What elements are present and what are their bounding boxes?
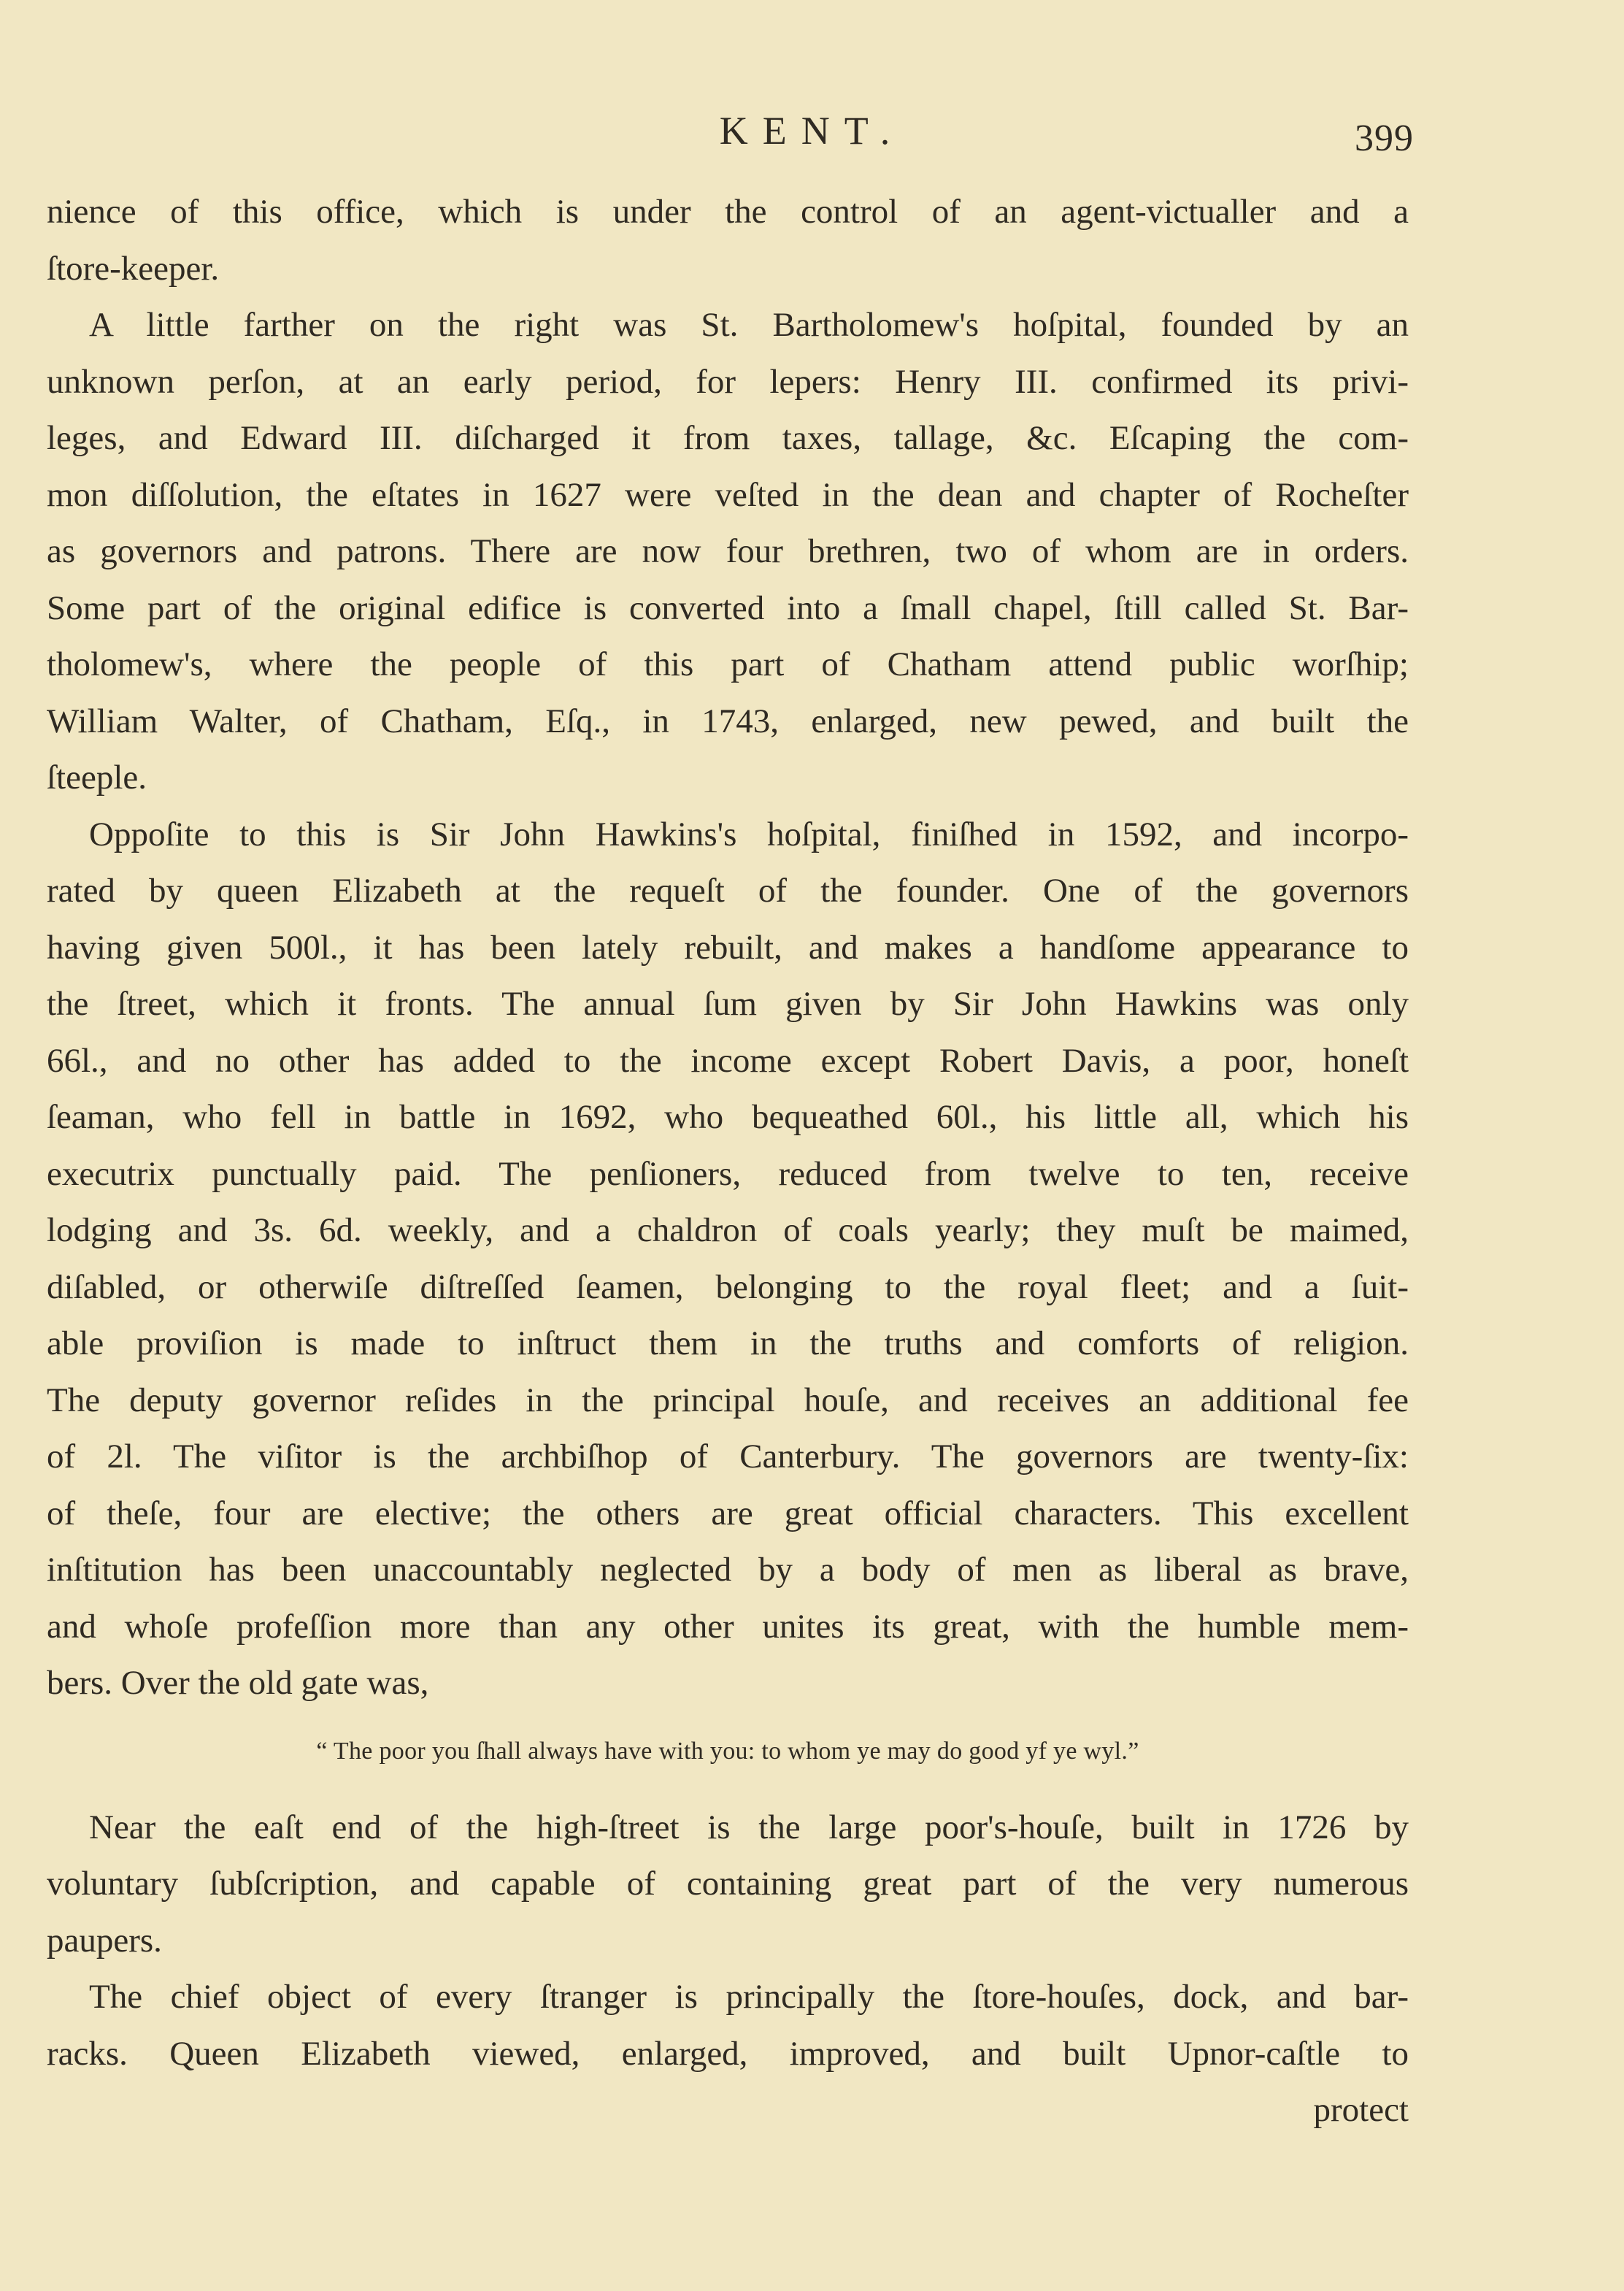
text-line: diſabled, or otherwiſe diſtreſſed ſeamen, belonging to the royal fleet; and a ſuit- — [47, 1267, 1409, 1306]
text-line: paupers. — [47, 1921, 162, 1960]
text-line: as governors and patrons. There are now four brethren, two of whom are in orders. — [47, 532, 1409, 570]
text-line: The deputy governor reſides in the principal houſe, and receives an additional fee — [47, 1381, 1409, 1419]
text-line: A little farther on the right was St. Bartholomew's hoſpital, founded by an — [89, 306, 1409, 344]
text-line: executrix punctually paid. The penſioners, reduced from twelve to ten, receive — [47, 1154, 1409, 1193]
text-line: racks. Queen Elizabeth viewed, enlarged, improved, and built Upnor-caſtle to — [47, 2034, 1409, 2073]
text-line: leges, and Edward III. diſcharged it from taxes, tallage, &c. Eſcaping the com- — [47, 419, 1409, 457]
catchword: protect — [1313, 2091, 1409, 2129]
text-line: mon diſſolution, the eſtates in 1627 were veſted in the dean and chapter of Rocheſter — [47, 475, 1409, 514]
text-line: ſteeple. — [47, 759, 147, 797]
text-line: William Walter, of Chatham, Eſq., in 1743, enlarged, new pewed, and built the — [47, 702, 1409, 740]
body-text — [47, 184, 1409, 2139]
gate-inscription-quote: “ The poor you ſhall always have with you: to whom ye may do good yf ye wyl.” — [316, 1737, 1139, 1765]
text-line: having given 500l., it has been lately rebuilt, and makes a handſome appearance to — [47, 928, 1409, 967]
text-line: inſtitution has been unaccountably neglected by a body of men as liberal as brave, — [47, 1551, 1409, 1589]
text-line: ſtore-keeper. — [47, 249, 220, 288]
text-line: nience of this office, which is under the control of an agent-victualler and a — [47, 193, 1409, 231]
text-line: and whoſe profeſſion more than any other unites its great, with the humble mem- — [47, 1607, 1409, 1646]
text-line: Oppoſite to this is Sir John Hawkins's hoſpital, finiſhed in 1592, and incorpo- — [89, 815, 1409, 853]
running-head: KENT. — [719, 109, 905, 153]
text-line: Some part of the original edifice is converted into a ſmall chapel, ſtill called St. Bar- — [47, 588, 1409, 627]
text-line: of theſe, four are elective; the others are great official characters. This excellent — [47, 1494, 1409, 1532]
text-line: unknown perſon, at an early period, for lepers: Henry III. confirmed its privi- — [47, 362, 1409, 401]
text-line: able proviſion is made to inſtruct them in the truths and comforts of religion. — [47, 1324, 1409, 1362]
text-line: 66l., and no other has added to the income except Robert Davis, a poor, honeſt — [47, 1041, 1409, 1080]
text-line: The chief object of every ſtranger is principally the ſtore-houſes, dock, and bar- — [89, 1978, 1409, 2016]
text-line: of 2l. The viſitor is the archbiſhop of Canterbury. The governors are twenty-ſix: — [47, 1438, 1409, 1475]
text-line: the ſtreet, which it fronts. The annual ſum given by Sir John Hawkins was only — [47, 985, 1409, 1023]
text-line: lodging and 3s. 6d. weekly, and a chaldron of coals yearly; they muſt be maimed, — [47, 1211, 1409, 1249]
text-line: Near the eaſt end of the high-ſtreet is the large poor's-houſe, built in 1726 by — [89, 1808, 1409, 1846]
text-line: ſeaman, who fell in battle in 1692, who bequeathed 60l., his little all, which his — [47, 1098, 1409, 1136]
text-line: tholomew's, where the people of this part of Chatham attend public worſhip; — [47, 645, 1409, 683]
text-line: voluntary ſubſcription, and capable of containing great part of the very numerous — [47, 1865, 1409, 1903]
text-line: bers. Over the old gate was, — [47, 1664, 429, 1702]
page-number: 399 — [1355, 118, 1414, 159]
text-line: rated by queen Elizabeth at the requeſt of the founder. One of the governors — [47, 872, 1409, 910]
